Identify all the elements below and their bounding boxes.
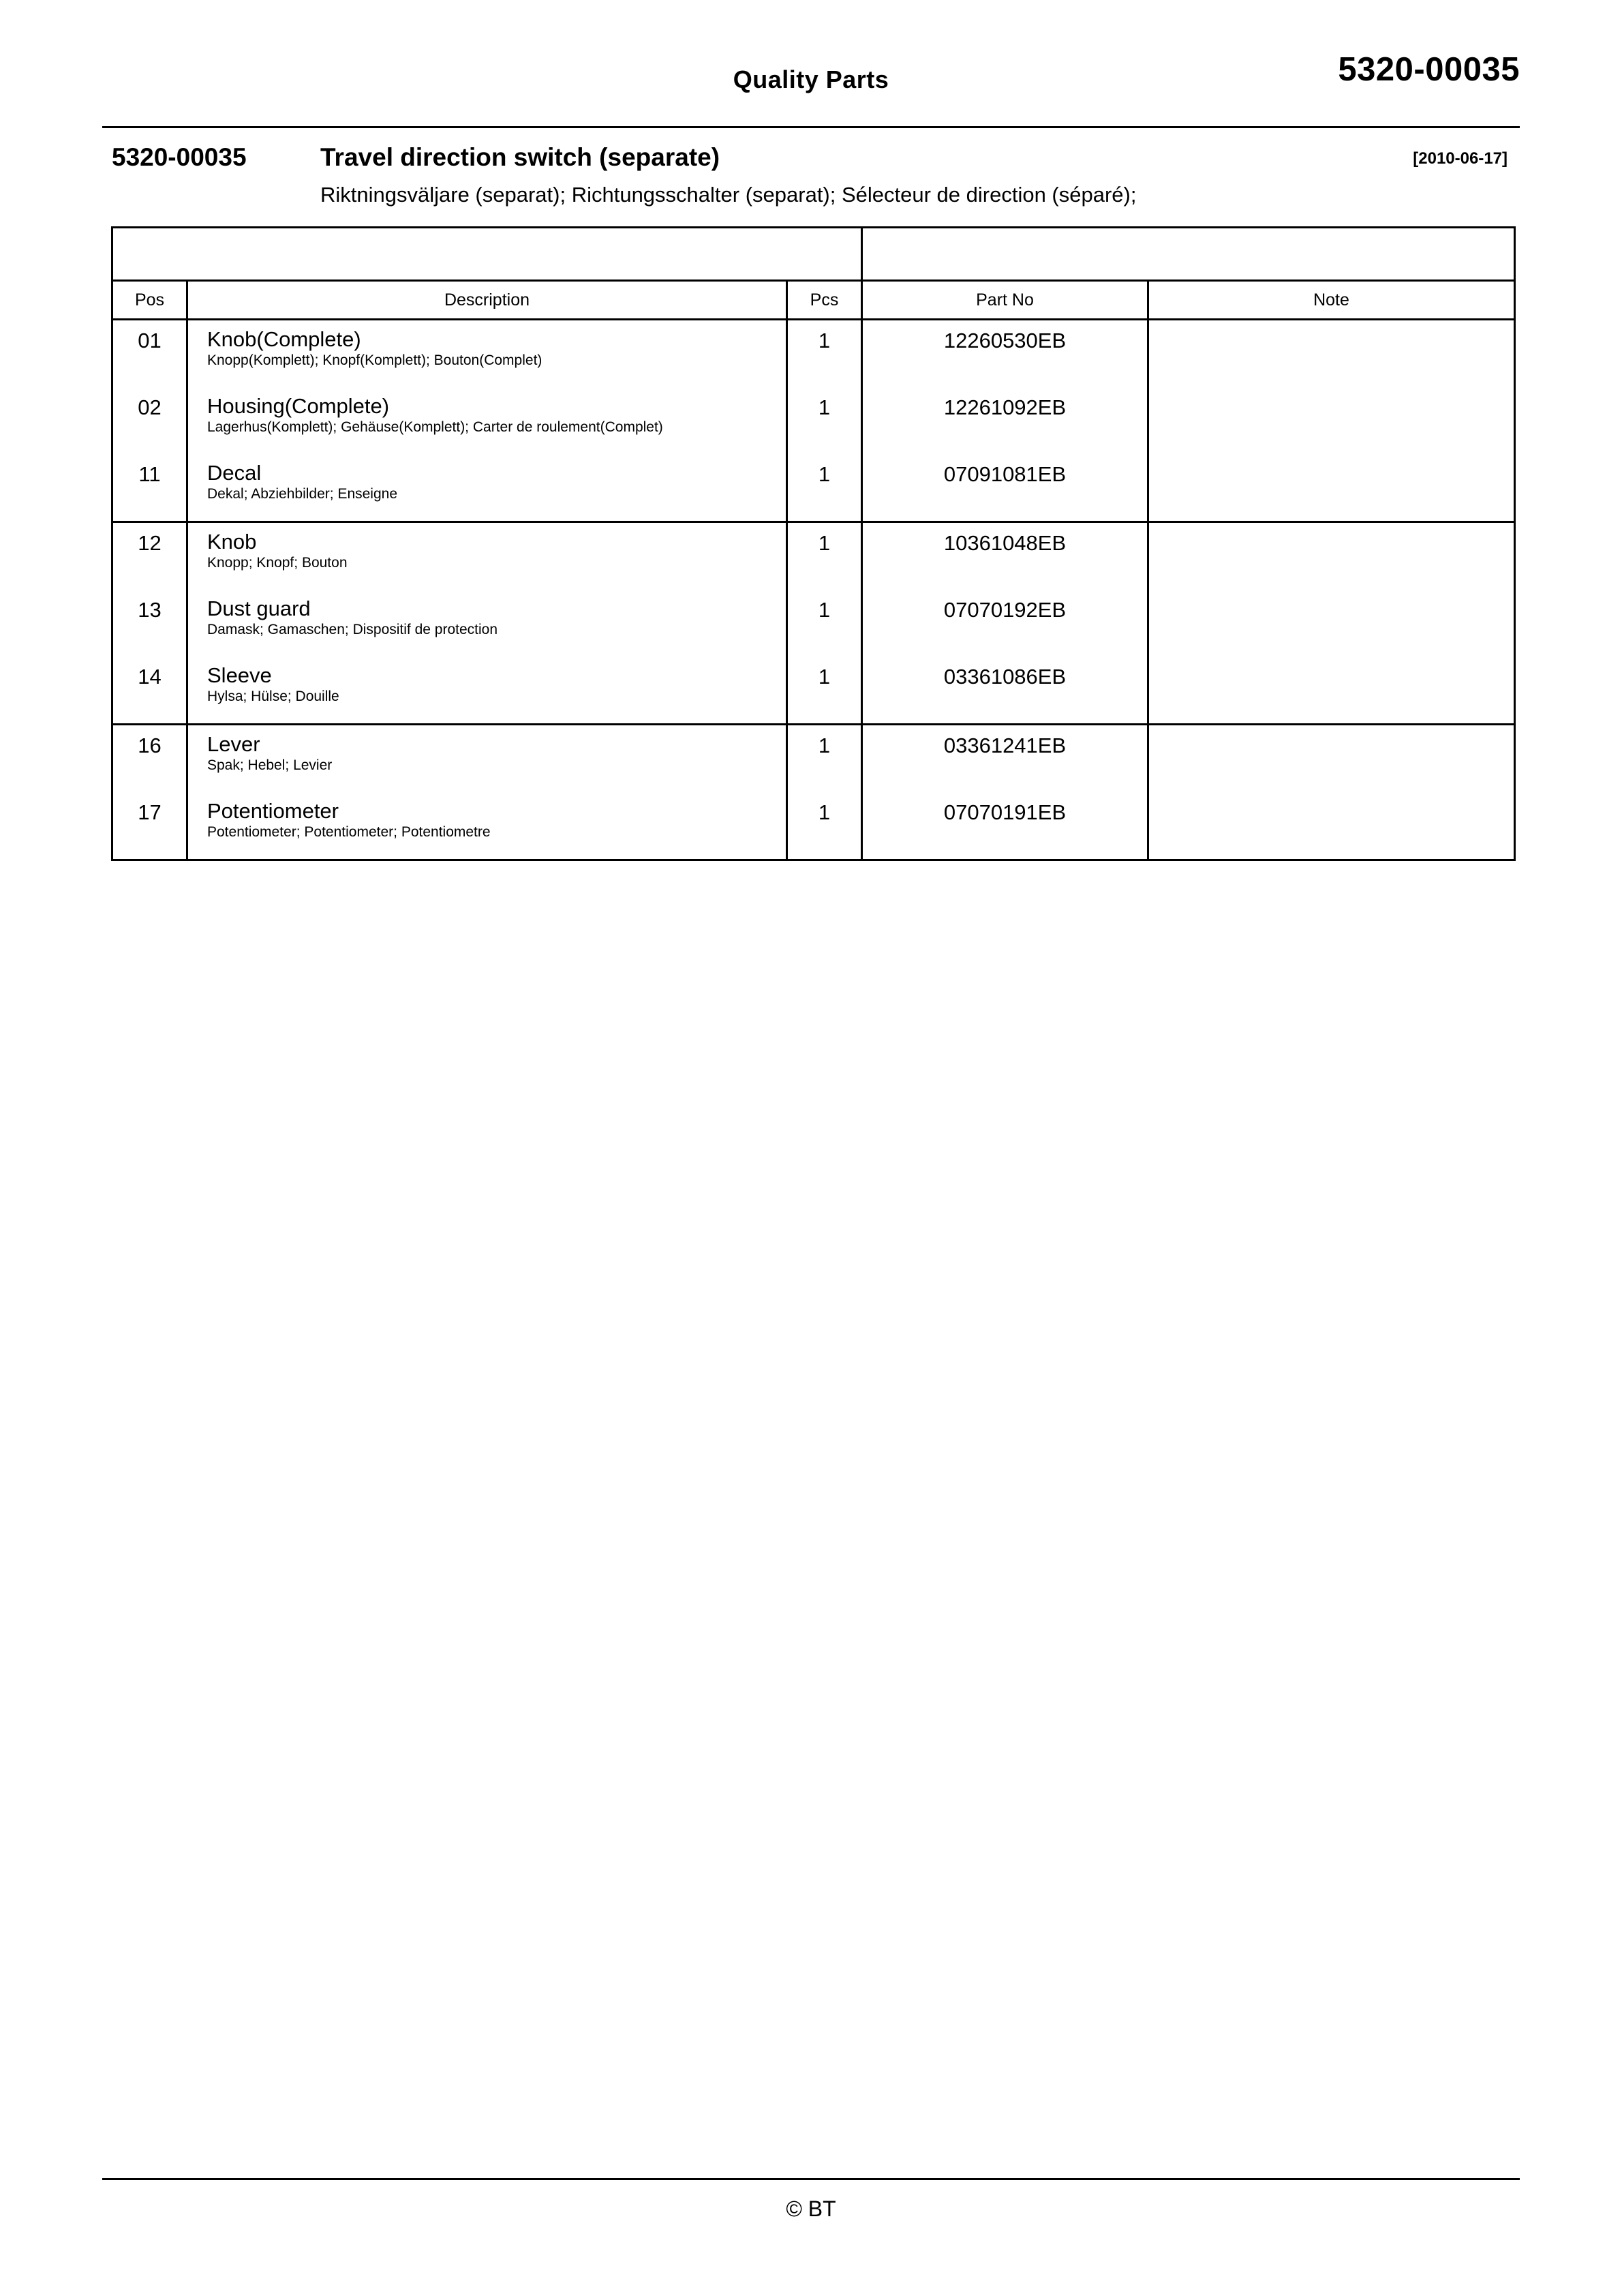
description-main: Dust guard (207, 596, 311, 620)
description-main: Housing(Complete) (207, 394, 390, 418)
table-row (112, 387, 1515, 454)
cell-pos: 01 (112, 320, 187, 388)
cell-pcs: 1 (787, 522, 862, 590)
cell-part-number: 12260530EB (862, 320, 1148, 388)
cell-pcs: 1 (787, 792, 862, 860)
footer-divider (102, 2178, 1520, 2180)
description-translations: Dekal; Abziehbilder; Enseigne (207, 486, 398, 502)
description-main: Lever (207, 732, 260, 756)
cell-note (1148, 320, 1515, 388)
description-translations: Hylsa; Hülse; Douille (207, 689, 339, 704)
column-header-description: Description (187, 281, 787, 320)
assembly-subtitle: Riktningsväljare (separat); Richtungsschalter (separat); Sélecteur de direction (séparé); (320, 183, 1137, 207)
table-row (112, 590, 1515, 656)
cell-pos: 02 (112, 387, 187, 454)
description-translations: Knopp; Knopf; Bouton (207, 555, 348, 571)
table-row (112, 454, 1515, 522)
parts-table (111, 226, 1516, 861)
description-translations: Lagerhus(Komplett); Gehäuse(Komplett); Carter de roulement(Complet) (207, 419, 663, 435)
cell-pcs: 1 (787, 320, 862, 388)
cell-pcs: 1 (787, 387, 862, 454)
cell-note (1148, 387, 1515, 454)
cell-description (187, 387, 787, 454)
table-header-row (112, 281, 1515, 320)
column-header-partno: Part No (862, 281, 1148, 320)
cell-part-number: 10361048EB (862, 522, 1148, 590)
column-header-pos: Pos (112, 281, 187, 320)
column-header-note: Note (1148, 281, 1515, 320)
cell-part-number: 07091081EB (862, 454, 1148, 522)
page-header (102, 51, 1520, 120)
cell-pcs: 1 (787, 454, 862, 522)
cell-description (187, 454, 787, 522)
header-code: 5320-00035 (1338, 51, 1520, 88)
description-main: Decal (207, 461, 262, 485)
illustration-area (112, 228, 862, 281)
description-translations: Damask; Gamaschen; Dispositif de protection (207, 622, 498, 637)
table-top-band (112, 228, 1515, 281)
cell-note (1148, 725, 1515, 793)
cell-description (187, 725, 787, 793)
title-block (102, 143, 1520, 184)
table-row (112, 656, 1515, 725)
cell-description (187, 320, 787, 388)
cell-description (187, 656, 787, 725)
cell-pos: 14 (112, 656, 187, 725)
illustration-area-right (862, 228, 1515, 281)
description-main: Sleeve (207, 663, 272, 687)
cell-note (1148, 590, 1515, 656)
parts-table-wrapper (111, 226, 1514, 861)
cell-note (1148, 792, 1515, 860)
column-header-pcs: Pcs (787, 281, 862, 320)
cell-part-number: 07070192EB (862, 590, 1148, 656)
table-row (112, 320, 1515, 388)
description-main: Knob (207, 530, 257, 554)
cell-pcs: 1 (787, 725, 862, 793)
revision-date: [2010-06-17] (1413, 149, 1508, 168)
description-translations: Potentiometer; Potentiometer; Potentiometre (207, 824, 491, 840)
description-translations: Knopp(Komplett); Knopf(Komplett); Bouton(Complet) (207, 352, 542, 368)
cell-note (1148, 522, 1515, 590)
header-divider (102, 126, 1520, 128)
table-row (112, 725, 1515, 793)
description-translations: Spak; Hebel; Levier (207, 757, 333, 773)
assembly-name: Travel direction switch (separate) (320, 143, 720, 171)
cell-pos: 11 (112, 454, 187, 522)
description-main: Potentiometer (207, 799, 339, 823)
cell-note (1148, 454, 1515, 522)
cell-part-number: 07070191EB (862, 792, 1148, 860)
cell-pos: 16 (112, 725, 187, 793)
cell-description (187, 792, 787, 860)
cell-pos: 12 (112, 522, 187, 590)
header-title: Quality Parts (733, 65, 889, 93)
cell-part-number: 12261092EB (862, 387, 1148, 454)
table-row (112, 792, 1515, 860)
footer-copyright: © BT (786, 2196, 836, 2221)
cell-pos: 17 (112, 792, 187, 860)
cell-note (1148, 656, 1515, 725)
table-row (112, 522, 1515, 590)
cell-description (187, 590, 787, 656)
cell-description (187, 522, 787, 590)
cell-pos: 13 (112, 590, 187, 656)
cell-part-number: 03361086EB (862, 656, 1148, 725)
cell-pcs: 1 (787, 590, 862, 656)
assembly-code: 5320-00035 (112, 143, 247, 171)
cell-part-number: 03361241EB (862, 725, 1148, 793)
description-main: Knob(Complete) (207, 327, 361, 351)
cell-pcs: 1 (787, 656, 862, 725)
